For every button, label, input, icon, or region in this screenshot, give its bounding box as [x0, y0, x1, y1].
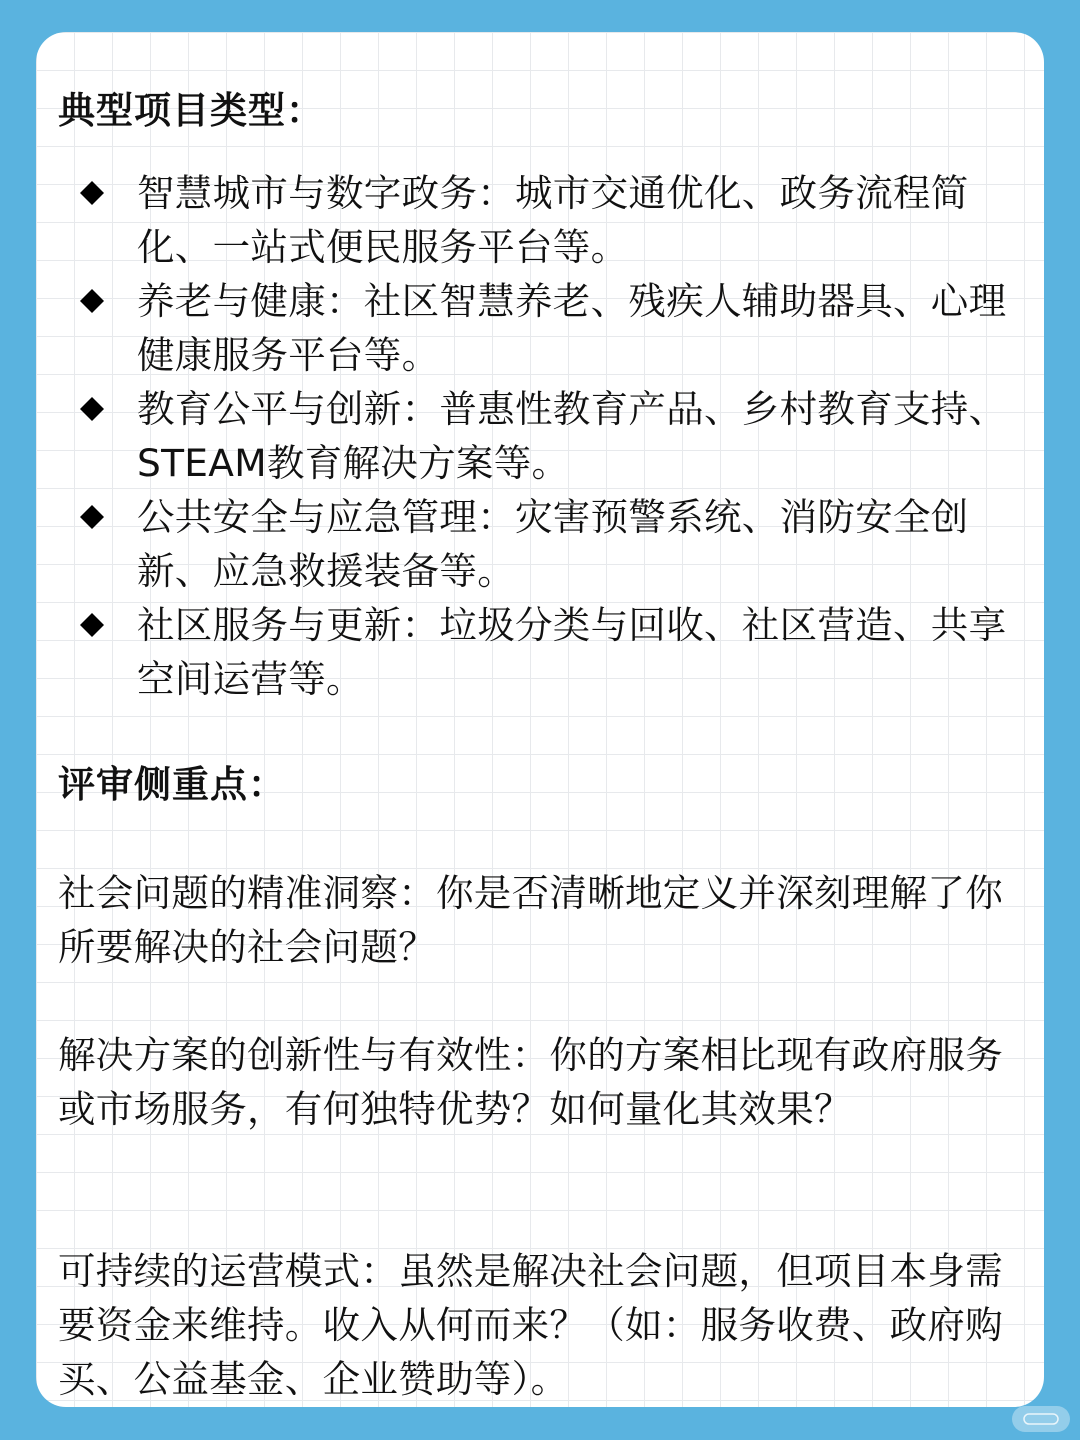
diamond-icon — [78, 395, 106, 423]
section-heading-project-types: 典型项目类型： — [58, 89, 324, 132]
diamond-icon — [78, 611, 106, 639]
list-item-text: 社区服务与更新：垃圾分类与回收、社区营造、共享空间运营等。 — [137, 603, 1007, 701]
project-types-list — [36, 166, 1044, 706]
list-item — [36, 274, 1044, 382]
list-item-text: 养老与健康：社区智慧养老、残疾人辅助器具、心理健康服务平台等。 — [137, 279, 1007, 377]
diamond-icon — [78, 503, 106, 531]
list-item — [36, 382, 1044, 490]
watermark-logo-icon — [1023, 1412, 1059, 1426]
diamond-icon — [78, 179, 106, 207]
section-heading-review-focus: 评审侧重点： — [58, 763, 286, 806]
review-point-insight: 社会问题的精准洞察：你是否清晰地定义并深刻理解了你所要解决的社会问题？ — [58, 871, 1003, 969]
content-card — [36, 32, 1044, 1407]
list-item — [36, 490, 1044, 598]
review-point-sustainability: 可持续的运营模式：虽然是解决社会问题，但项目本身需要资金来维持。收入从何而来？（如：服务收费、政府购买、公益基金、企业赞助等）。 — [58, 1249, 1003, 1401]
watermark-badge — [1012, 1406, 1070, 1432]
list-item — [36, 598, 1044, 706]
list-item-text: 智慧城市与数字政务：城市交通优化、政务流程简化、一站式便民服务平台等。 — [137, 171, 969, 269]
list-item-text: 教育公平与创新：普惠性教育产品、乡村教育支持、STEAM教育解决方案等。 — [137, 387, 1007, 485]
review-point-solution: 解决方案的创新性与有效性：你的方案相比现有政府服务或市场服务，有何独特优势？如何量化其效果？ — [58, 1033, 1003, 1131]
list-item — [36, 166, 1044, 274]
list-item-text: 公共安全与应急管理：灾害预警系统、消防安全创新、应急救援装备等。 — [137, 495, 969, 593]
diamond-icon — [78, 287, 106, 315]
